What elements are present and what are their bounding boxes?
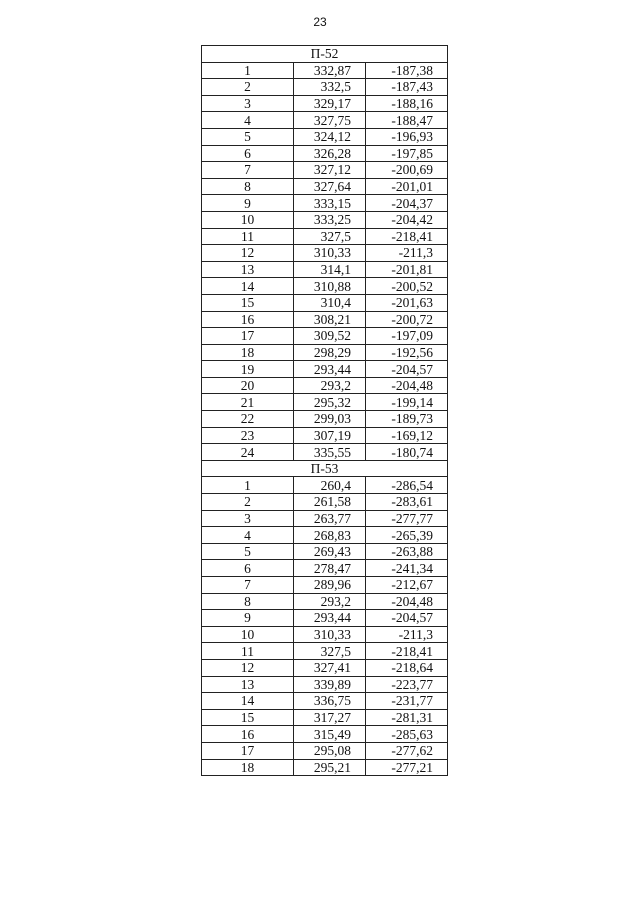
x-coordinate-cell: 278,47 <box>294 560 366 577</box>
point-number-cell: 10 <box>202 626 294 643</box>
x-coordinate-cell: 307,19 <box>294 427 366 444</box>
point-number-cell: 1 <box>202 477 294 494</box>
x-coordinate-cell: 327,12 <box>294 162 366 179</box>
table-row <box>202 693 448 710</box>
y-coordinate-cell: -286,54 <box>366 477 448 494</box>
table-row <box>202 527 448 544</box>
y-coordinate-cell: -169,12 <box>366 427 448 444</box>
x-coordinate-cell: 333,25 <box>294 211 366 228</box>
table-row <box>202 411 448 428</box>
point-number-cell: 13 <box>202 261 294 278</box>
y-coordinate-cell: -218,64 <box>366 659 448 676</box>
y-coordinate-cell: -204,48 <box>366 377 448 394</box>
x-coordinate-cell: 327,64 <box>294 178 366 195</box>
point-number-cell: 5 <box>202 543 294 560</box>
x-coordinate-cell: 315,49 <box>294 726 366 743</box>
x-coordinate-cell: 310,33 <box>294 626 366 643</box>
table-row <box>202 311 448 328</box>
x-coordinate-cell: 314,1 <box>294 261 366 278</box>
x-coordinate-cell: 310,4 <box>294 294 366 311</box>
y-coordinate-cell: -200,52 <box>366 278 448 295</box>
x-coordinate-cell: 332,87 <box>294 62 366 79</box>
x-coordinate-cell: 295,32 <box>294 394 366 411</box>
point-number-cell: 6 <box>202 560 294 577</box>
y-coordinate-cell: -204,57 <box>366 361 448 378</box>
table-row <box>202 245 448 262</box>
point-number-cell: 7 <box>202 577 294 594</box>
point-number-cell: 2 <box>202 79 294 96</box>
point-number-cell: 19 <box>202 361 294 378</box>
y-coordinate-cell: -212,67 <box>366 577 448 594</box>
section-title: П-52 <box>202 46 448 63</box>
y-coordinate-cell: -201,81 <box>366 261 448 278</box>
point-number-cell: 14 <box>202 693 294 710</box>
point-number-cell: 1 <box>202 62 294 79</box>
y-coordinate-cell: -204,42 <box>366 211 448 228</box>
point-number-cell: 2 <box>202 494 294 511</box>
table-row <box>202 361 448 378</box>
table-row <box>202 477 448 494</box>
point-number-cell: 16 <box>202 726 294 743</box>
table-row <box>202 709 448 726</box>
table-row <box>202 659 448 676</box>
y-coordinate-cell: -189,73 <box>366 411 448 428</box>
x-coordinate-cell: 308,21 <box>294 311 366 328</box>
table-row <box>202 427 448 444</box>
point-number-cell: 3 <box>202 95 294 112</box>
x-coordinate-cell: 332,5 <box>294 79 366 96</box>
coordinates-table-body <box>202 46 448 776</box>
point-number-cell: 21 <box>202 394 294 411</box>
x-coordinate-cell: 317,27 <box>294 709 366 726</box>
x-coordinate-cell: 310,88 <box>294 278 366 295</box>
table-row <box>202 228 448 245</box>
table-row <box>202 444 448 461</box>
x-coordinate-cell: 324,12 <box>294 128 366 145</box>
table-row <box>202 560 448 577</box>
y-coordinate-cell: -281,31 <box>366 709 448 726</box>
table-row <box>202 294 448 311</box>
x-coordinate-cell: 335,55 <box>294 444 366 461</box>
point-number-cell: 11 <box>202 228 294 245</box>
table-row <box>202 494 448 511</box>
table-row <box>202 195 448 212</box>
table-row <box>202 510 448 527</box>
coordinates-table <box>201 45 448 776</box>
y-coordinate-cell: -218,41 <box>366 643 448 660</box>
y-coordinate-cell: -204,37 <box>366 195 448 212</box>
y-coordinate-cell: -200,72 <box>366 311 448 328</box>
y-coordinate-cell: -188,47 <box>366 112 448 129</box>
y-coordinate-cell: -218,41 <box>366 228 448 245</box>
point-number-cell: 14 <box>202 278 294 295</box>
y-coordinate-cell: -211,3 <box>366 245 448 262</box>
x-coordinate-cell: 268,83 <box>294 527 366 544</box>
y-coordinate-cell: -285,63 <box>366 726 448 743</box>
x-coordinate-cell: 261,58 <box>294 494 366 511</box>
table-row <box>202 626 448 643</box>
x-coordinate-cell: 299,03 <box>294 411 366 428</box>
y-coordinate-cell: -204,48 <box>366 593 448 610</box>
point-number-cell: 8 <box>202 178 294 195</box>
y-coordinate-cell: -188,16 <box>366 95 448 112</box>
x-coordinate-cell: 293,2 <box>294 593 366 610</box>
x-coordinate-cell: 336,75 <box>294 693 366 710</box>
section-title: П-53 <box>202 460 448 477</box>
y-coordinate-cell: -277,21 <box>366 759 448 776</box>
x-coordinate-cell: 310,33 <box>294 245 366 262</box>
table-row <box>202 742 448 759</box>
table-row <box>202 577 448 594</box>
y-coordinate-cell: -204,57 <box>366 610 448 627</box>
point-number-cell: 18 <box>202 759 294 776</box>
x-coordinate-cell: 298,29 <box>294 344 366 361</box>
y-coordinate-cell: -192,56 <box>366 344 448 361</box>
x-coordinate-cell: 269,43 <box>294 543 366 560</box>
y-coordinate-cell: -223,77 <box>366 676 448 693</box>
x-coordinate-cell: 327,75 <box>294 112 366 129</box>
point-number-cell: 3 <box>202 510 294 527</box>
table-row <box>202 643 448 660</box>
point-number-cell: 4 <box>202 527 294 544</box>
point-number-cell: 20 <box>202 377 294 394</box>
table-row <box>202 128 448 145</box>
table-row <box>202 211 448 228</box>
y-coordinate-cell: -199,14 <box>366 394 448 411</box>
point-number-cell: 12 <box>202 245 294 262</box>
y-coordinate-cell: -241,34 <box>366 560 448 577</box>
point-number-cell: 13 <box>202 676 294 693</box>
table-row <box>202 610 448 627</box>
table-row <box>202 145 448 162</box>
table-row <box>202 377 448 394</box>
x-coordinate-cell: 293,2 <box>294 377 366 394</box>
table-row <box>202 543 448 560</box>
point-number-cell: 16 <box>202 311 294 328</box>
point-number-cell: 17 <box>202 742 294 759</box>
point-number-cell: 10 <box>202 211 294 228</box>
y-coordinate-cell: -197,85 <box>366 145 448 162</box>
y-coordinate-cell: -196,93 <box>366 128 448 145</box>
point-number-cell: 9 <box>202 610 294 627</box>
page-number: 23 <box>313 15 327 29</box>
x-coordinate-cell: 309,52 <box>294 328 366 345</box>
table-row <box>202 676 448 693</box>
table-row <box>202 278 448 295</box>
y-coordinate-cell: -187,43 <box>366 79 448 96</box>
y-coordinate-cell: -201,63 <box>366 294 448 311</box>
point-number-cell: 18 <box>202 344 294 361</box>
x-coordinate-cell: 327,5 <box>294 228 366 245</box>
x-coordinate-cell: 263,77 <box>294 510 366 527</box>
x-coordinate-cell: 339,89 <box>294 676 366 693</box>
table-row <box>202 328 448 345</box>
y-coordinate-cell: -263,88 <box>366 543 448 560</box>
table-row <box>202 394 448 411</box>
x-coordinate-cell: 293,44 <box>294 610 366 627</box>
point-number-cell: 6 <box>202 145 294 162</box>
x-coordinate-cell: 295,21 <box>294 759 366 776</box>
x-coordinate-cell: 329,17 <box>294 95 366 112</box>
point-number-cell: 8 <box>202 593 294 610</box>
y-coordinate-cell: -283,61 <box>366 494 448 511</box>
table-row <box>202 759 448 776</box>
point-number-cell: 15 <box>202 709 294 726</box>
y-coordinate-cell: -187,38 <box>366 62 448 79</box>
table-row <box>202 112 448 129</box>
y-coordinate-cell: -231,77 <box>366 693 448 710</box>
y-coordinate-cell: -265,39 <box>366 527 448 544</box>
table-row <box>202 178 448 195</box>
table-row <box>202 95 448 112</box>
point-number-cell: 11 <box>202 643 294 660</box>
y-coordinate-cell: -277,77 <box>366 510 448 527</box>
table-row <box>202 344 448 361</box>
table-row <box>202 162 448 179</box>
y-coordinate-cell: -197,09 <box>366 328 448 345</box>
table-row <box>202 726 448 743</box>
point-number-cell: 17 <box>202 328 294 345</box>
y-coordinate-cell: -277,62 <box>366 742 448 759</box>
y-coordinate-cell: -201,01 <box>366 178 448 195</box>
table-row <box>202 62 448 79</box>
x-coordinate-cell: 260,4 <box>294 477 366 494</box>
y-coordinate-cell: -211,3 <box>366 626 448 643</box>
point-number-cell: 4 <box>202 112 294 129</box>
point-number-cell: 22 <box>202 411 294 428</box>
section-header-row <box>202 46 448 63</box>
section-header-row <box>202 460 448 477</box>
y-coordinate-cell: -180,74 <box>366 444 448 461</box>
point-number-cell: 5 <box>202 128 294 145</box>
point-number-cell: 23 <box>202 427 294 444</box>
x-coordinate-cell: 327,41 <box>294 659 366 676</box>
point-number-cell: 24 <box>202 444 294 461</box>
x-coordinate-cell: 333,15 <box>294 195 366 212</box>
x-coordinate-cell: 295,08 <box>294 742 366 759</box>
x-coordinate-cell: 293,44 <box>294 361 366 378</box>
point-number-cell: 15 <box>202 294 294 311</box>
x-coordinate-cell: 327,5 <box>294 643 366 660</box>
x-coordinate-cell: 326,28 <box>294 145 366 162</box>
table-row <box>202 261 448 278</box>
x-coordinate-cell: 289,96 <box>294 577 366 594</box>
point-number-cell: 9 <box>202 195 294 212</box>
table-row <box>202 593 448 610</box>
table-row <box>202 79 448 96</box>
point-number-cell: 7 <box>202 162 294 179</box>
point-number-cell: 12 <box>202 659 294 676</box>
y-coordinate-cell: -200,69 <box>366 162 448 179</box>
